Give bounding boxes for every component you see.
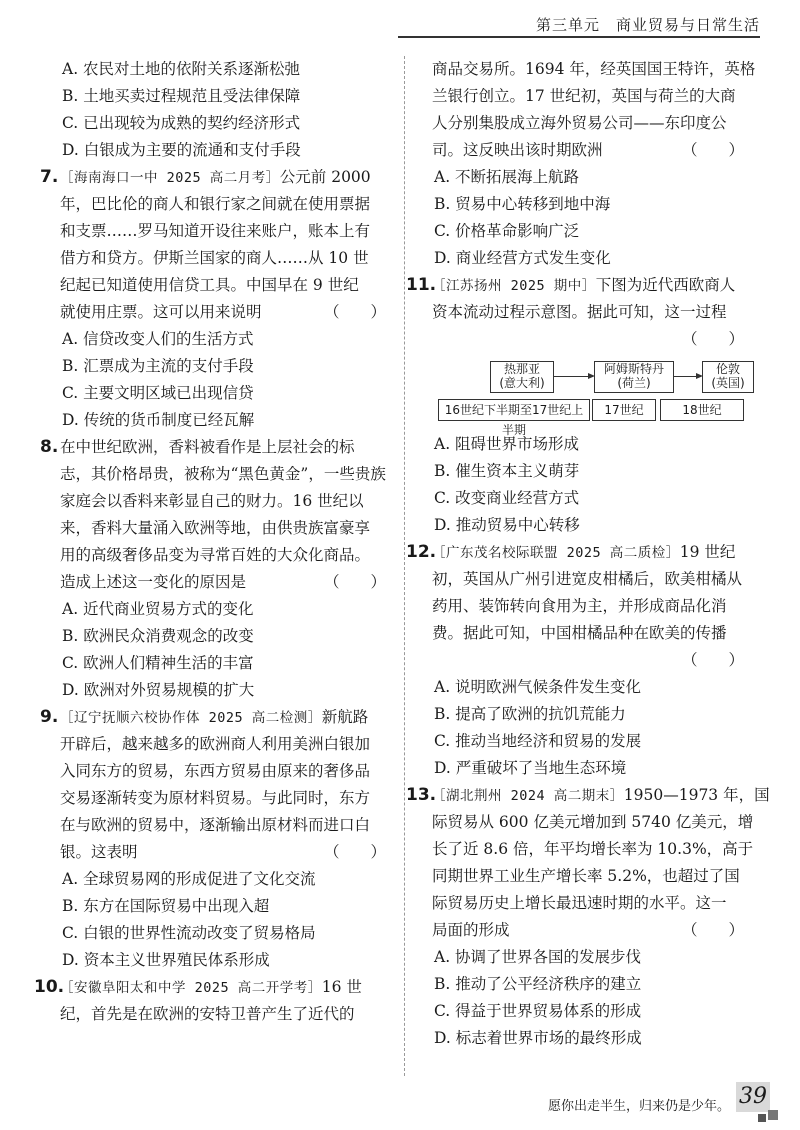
q9-stem-line: 在与欧洲的贸易中，逐渐输出原材料而进口白	[60, 816, 371, 834]
q9-option-d[interactable]: D. 资本主义世界殖民体系形成	[62, 951, 270, 969]
q7-stem-line: 纪起已知道使用信贷工具。中国早在 9 世纪	[60, 276, 359, 294]
q9-answer-blank[interactable]: （ ）	[323, 843, 386, 861]
q8-stem-line	[60, 569, 390, 596]
q9-option-b[interactable]: B. 东方在国际贸易中出现入超	[62, 897, 270, 915]
corner-square-icon	[768, 1110, 778, 1120]
q13-answer-blank[interactable]: （ ）	[681, 921, 744, 939]
q9-stem-line: 入同东方的贸易，东西方贸易由原来的奢侈品	[60, 762, 371, 780]
amsterdam-box	[594, 361, 674, 393]
q10-option-a[interactable]: A. 不断拓展海上航路	[434, 168, 580, 186]
q7-stem-line: 借方和贷方。伊斯兰国家的商人……从 10 世	[60, 249, 369, 267]
q11-option-d[interactable]: D. 推动贸易中心转移	[434, 516, 580, 534]
unit-title: 商业贸易与日常生活	[615, 16, 760, 34]
q11-option-a[interactable]: A. 阻碍世界市场形成	[434, 435, 580, 453]
q11-option-b[interactable]: B. 催生资本主义萌芽	[434, 462, 580, 480]
q7-stem-line: 年，巴比伦的商人和银行家之间就在使用票据	[60, 195, 371, 213]
q11-paren-line	[432, 326, 748, 353]
q10-stem-line: 商品交易所。1694 年，经英国国王特许，英格	[432, 60, 756, 78]
q10-answer-blank[interactable]: （ ）	[681, 141, 744, 159]
q9-text: 新航路	[321, 708, 369, 726]
q8-option-a[interactable]: A. 近代商业贸易方式的变化	[62, 600, 254, 618]
q9-stem-line: 交易逐渐转变为原材料贸易。与此同时，东方	[60, 789, 371, 807]
q12-answer-blank[interactable]: （ ）	[681, 651, 744, 669]
q7-stem-line	[40, 164, 390, 191]
q8-stem-line: 用的高级奢侈品变为寻常百姓的大众化商品。	[60, 546, 371, 564]
q13-option-d[interactable]: D. 标志着世界市场的最终形成	[434, 1029, 642, 1047]
q10-stem-line	[432, 137, 748, 164]
genoa-label: 热那亚	[503, 362, 540, 376]
q13-option-b[interactable]: B. 推动了公平经济秩序的建立	[434, 975, 642, 993]
q6-option-b[interactable]: B. 土地买卖过程规范且受法律保障	[62, 87, 301, 105]
london-country: (英国)	[711, 376, 745, 390]
q7-option-d[interactable]: D. 传统的货币制度已经瓦解	[62, 411, 255, 429]
q9-stem-line	[60, 839, 390, 866]
q13-source: ［湖北荆州 2024 高二期末］	[432, 788, 624, 804]
q8-number: 8.	[40, 437, 59, 457]
q13-text: 局面的形成	[432, 921, 510, 939]
q11-stem-line	[406, 272, 748, 299]
q10-option-b[interactable]: B. 贸易中心转移到地中海	[434, 195, 611, 213]
q9-number: 9.	[40, 707, 59, 727]
period-16-17: 16世纪下半期至17世纪上半期	[438, 399, 590, 421]
q13-stem-line: 同期世界工业生产增长率 5.2%，也超过了国	[432, 867, 740, 885]
q12-stem-line: 药用、装饰转向食用为主，并形成商品化消	[432, 597, 727, 615]
q13-stem-line: 际贸易历史上增长最迅速时期的水平。这一	[432, 894, 727, 912]
q11-answer-blank[interactable]: （ ）	[681, 330, 744, 348]
q13-text: 1950—1973 年，国	[623, 786, 770, 804]
arrow-right-icon	[673, 376, 701, 377]
q12-option-b[interactable]: B. 提高了欧洲的抗饥荒能力	[434, 705, 626, 723]
london-box	[702, 361, 754, 393]
q12-number: 12.	[406, 542, 437, 562]
london-label: 伦敦	[715, 362, 740, 376]
q12-text: 19 世纪	[679, 543, 736, 561]
q7-option-a[interactable]: A. 信贷改变人们的生活方式	[62, 330, 254, 348]
page-header	[536, 14, 760, 35]
q11-stem-line: 资本流动过程示意图。据此可知，这一过程	[432, 303, 727, 321]
amsterdam-country: (荷兰)	[617, 376, 651, 390]
q6-option-a[interactable]: A. 农民对土地的依附关系逐渐松弛	[62, 60, 301, 78]
q12-option-c[interactable]: C. 推动当地经济和贸易的发展	[434, 732, 642, 750]
q11-source: ［江苏扬州 2025 期中］	[432, 278, 596, 294]
q8-option-b[interactable]: B. 欧洲民众消费观念的改变	[62, 627, 254, 645]
q13-option-c[interactable]: C. 得益于世界贸易体系的形成	[434, 1002, 642, 1020]
q9-stem-line: 开辟后，越来越多的欧洲商人利用美洲白银加	[60, 735, 371, 753]
q13-number: 13.	[406, 785, 437, 805]
arrow-right-icon	[553, 376, 593, 377]
period-17: 17世纪	[592, 399, 656, 421]
q12-source: ［广东茂名校际联盟 2025 高二质检］	[432, 545, 680, 561]
q8-stem-line: 志，其价格昂贵，被称为“黑色黄金”，一些贵族	[60, 465, 386, 483]
period-18: 18世纪	[660, 399, 744, 421]
q8-stem-line	[40, 434, 390, 461]
q10-text: 司。这反映出该时期欧洲	[432, 141, 603, 159]
q6-option-d[interactable]: D. 白银成为主要的流通和支付手段	[62, 141, 301, 159]
page-number: 39	[736, 1082, 770, 1112]
header-rule	[398, 36, 760, 38]
q8-stem-line: 家庭会以香料来彰显自己的财力。16 世纪以	[60, 492, 364, 510]
q7-source: ［海南海口一中 2025 高二月考］	[60, 170, 280, 186]
q7-text: 公元前 2000	[279, 168, 371, 186]
right-column	[406, 56, 770, 1052]
unit-label: 第三单元	[535, 16, 600, 34]
q12-option-d[interactable]: D. 严重破坏了当地生态环境	[434, 759, 627, 777]
q11-text: 下图为近代西欧商人	[595, 276, 736, 294]
q7-option-b[interactable]: B. 汇票成为主流的支付手段	[62, 357, 254, 375]
q7-stem-line: 和支票……罗马知道开设往来账户，账本上有	[60, 222, 371, 240]
q10-source: ［安徽阜阳太和中学 2025 高二开学考］	[60, 980, 322, 996]
q10-option-d[interactable]: D. 商业经营方式发生变化	[434, 249, 611, 267]
q8-text: 造成上述这一变化的原因是	[60, 573, 247, 591]
q12-option-a[interactable]: A. 说明欧洲气候条件发生变化	[434, 678, 642, 696]
q13-stem-line	[432, 917, 748, 944]
q10-stem-line	[34, 974, 390, 1001]
q13-stem-line	[406, 782, 770, 809]
q11-number: 11.	[406, 275, 437, 295]
column-divider	[404, 56, 405, 1076]
q8-answer-blank[interactable]: （ ）	[323, 573, 386, 591]
q9-option-a[interactable]: A. 全球贸易网的形成促进了文化交流	[62, 870, 316, 888]
q8-stem-line: 来，香料大量涌入欧洲等地，由供贵族富豪享	[60, 519, 371, 537]
q8-option-d[interactable]: D. 欧洲对外贸易规模的扩大	[62, 681, 255, 699]
q10-option-c[interactable]: C. 价格革命影响广泛	[434, 222, 580, 240]
q9-stem-line	[40, 704, 390, 731]
q10-number: 10.	[34, 977, 65, 997]
amsterdam-label: 阿姆斯特丹	[603, 362, 664, 376]
q12-stem-line: 费。据此可知，中国柑橘品种在欧美的传播	[432, 624, 727, 642]
capital-flow-diagram	[432, 355, 748, 437]
q10-stem-line: 兰银行创立。17 世纪初，英国与荷兰的大商	[432, 87, 736, 105]
q7-answer-blank[interactable]: （ ）	[323, 303, 386, 321]
genoa-country: (意大利)	[499, 376, 545, 390]
q12-stem-line: 初，英国从广州引进宽皮柑橘后，欧美柑橘从	[432, 570, 743, 588]
q7-text: 就使用庄票。这可以用来说明	[60, 303, 262, 321]
q9-text: 银。这表明	[60, 843, 138, 861]
q13-option-a[interactable]: A. 协调了世界各国的发展步伐	[434, 948, 642, 966]
q11-option-c[interactable]: C. 改变商业经营方式	[434, 489, 580, 507]
corner-square-icon	[758, 1114, 766, 1122]
q13-stem-line: 际贸易从 600 亿美元增加到 5740 亿美元，增	[432, 813, 754, 831]
q7-stem-line	[60, 299, 390, 326]
q10-text: 16 世	[321, 978, 362, 996]
q10-stem-line: 纪，首先是在欧洲的安特卫普产生了近代的	[60, 1005, 355, 1023]
footer-motto: 愿你出走半生，归来仍是少年。	[547, 1099, 730, 1114]
genoa-box	[490, 361, 554, 393]
q7-number: 7.	[40, 167, 59, 187]
q9-option-c[interactable]: C. 白银的世界性流动改变了贸易格局	[62, 924, 316, 942]
q6-option-c[interactable]: C. 已出现较为成熟的契约经济形式	[62, 114, 301, 132]
left-column	[34, 56, 390, 1028]
q8-text: 在中世纪欧洲，香料被看作是上层社会的标	[60, 438, 355, 456]
q12-stem-line	[406, 539, 748, 566]
q12-paren-line	[432, 647, 748, 674]
q7-option-c[interactable]: C. 主要文明区域已出现信贷	[62, 384, 254, 402]
q13-stem-line: 长了近 8.6 倍，年平均增长率为 10.3%，高于	[432, 840, 754, 858]
q8-option-c[interactable]: C. 欧洲人们精神生活的丰富	[62, 654, 254, 672]
q10-stem-line: 人分别集股成立海外贸易公司——东印度公	[432, 114, 727, 132]
q9-source: ［辽宁抚顺六校协作体 2025 高二检测］	[60, 710, 322, 726]
